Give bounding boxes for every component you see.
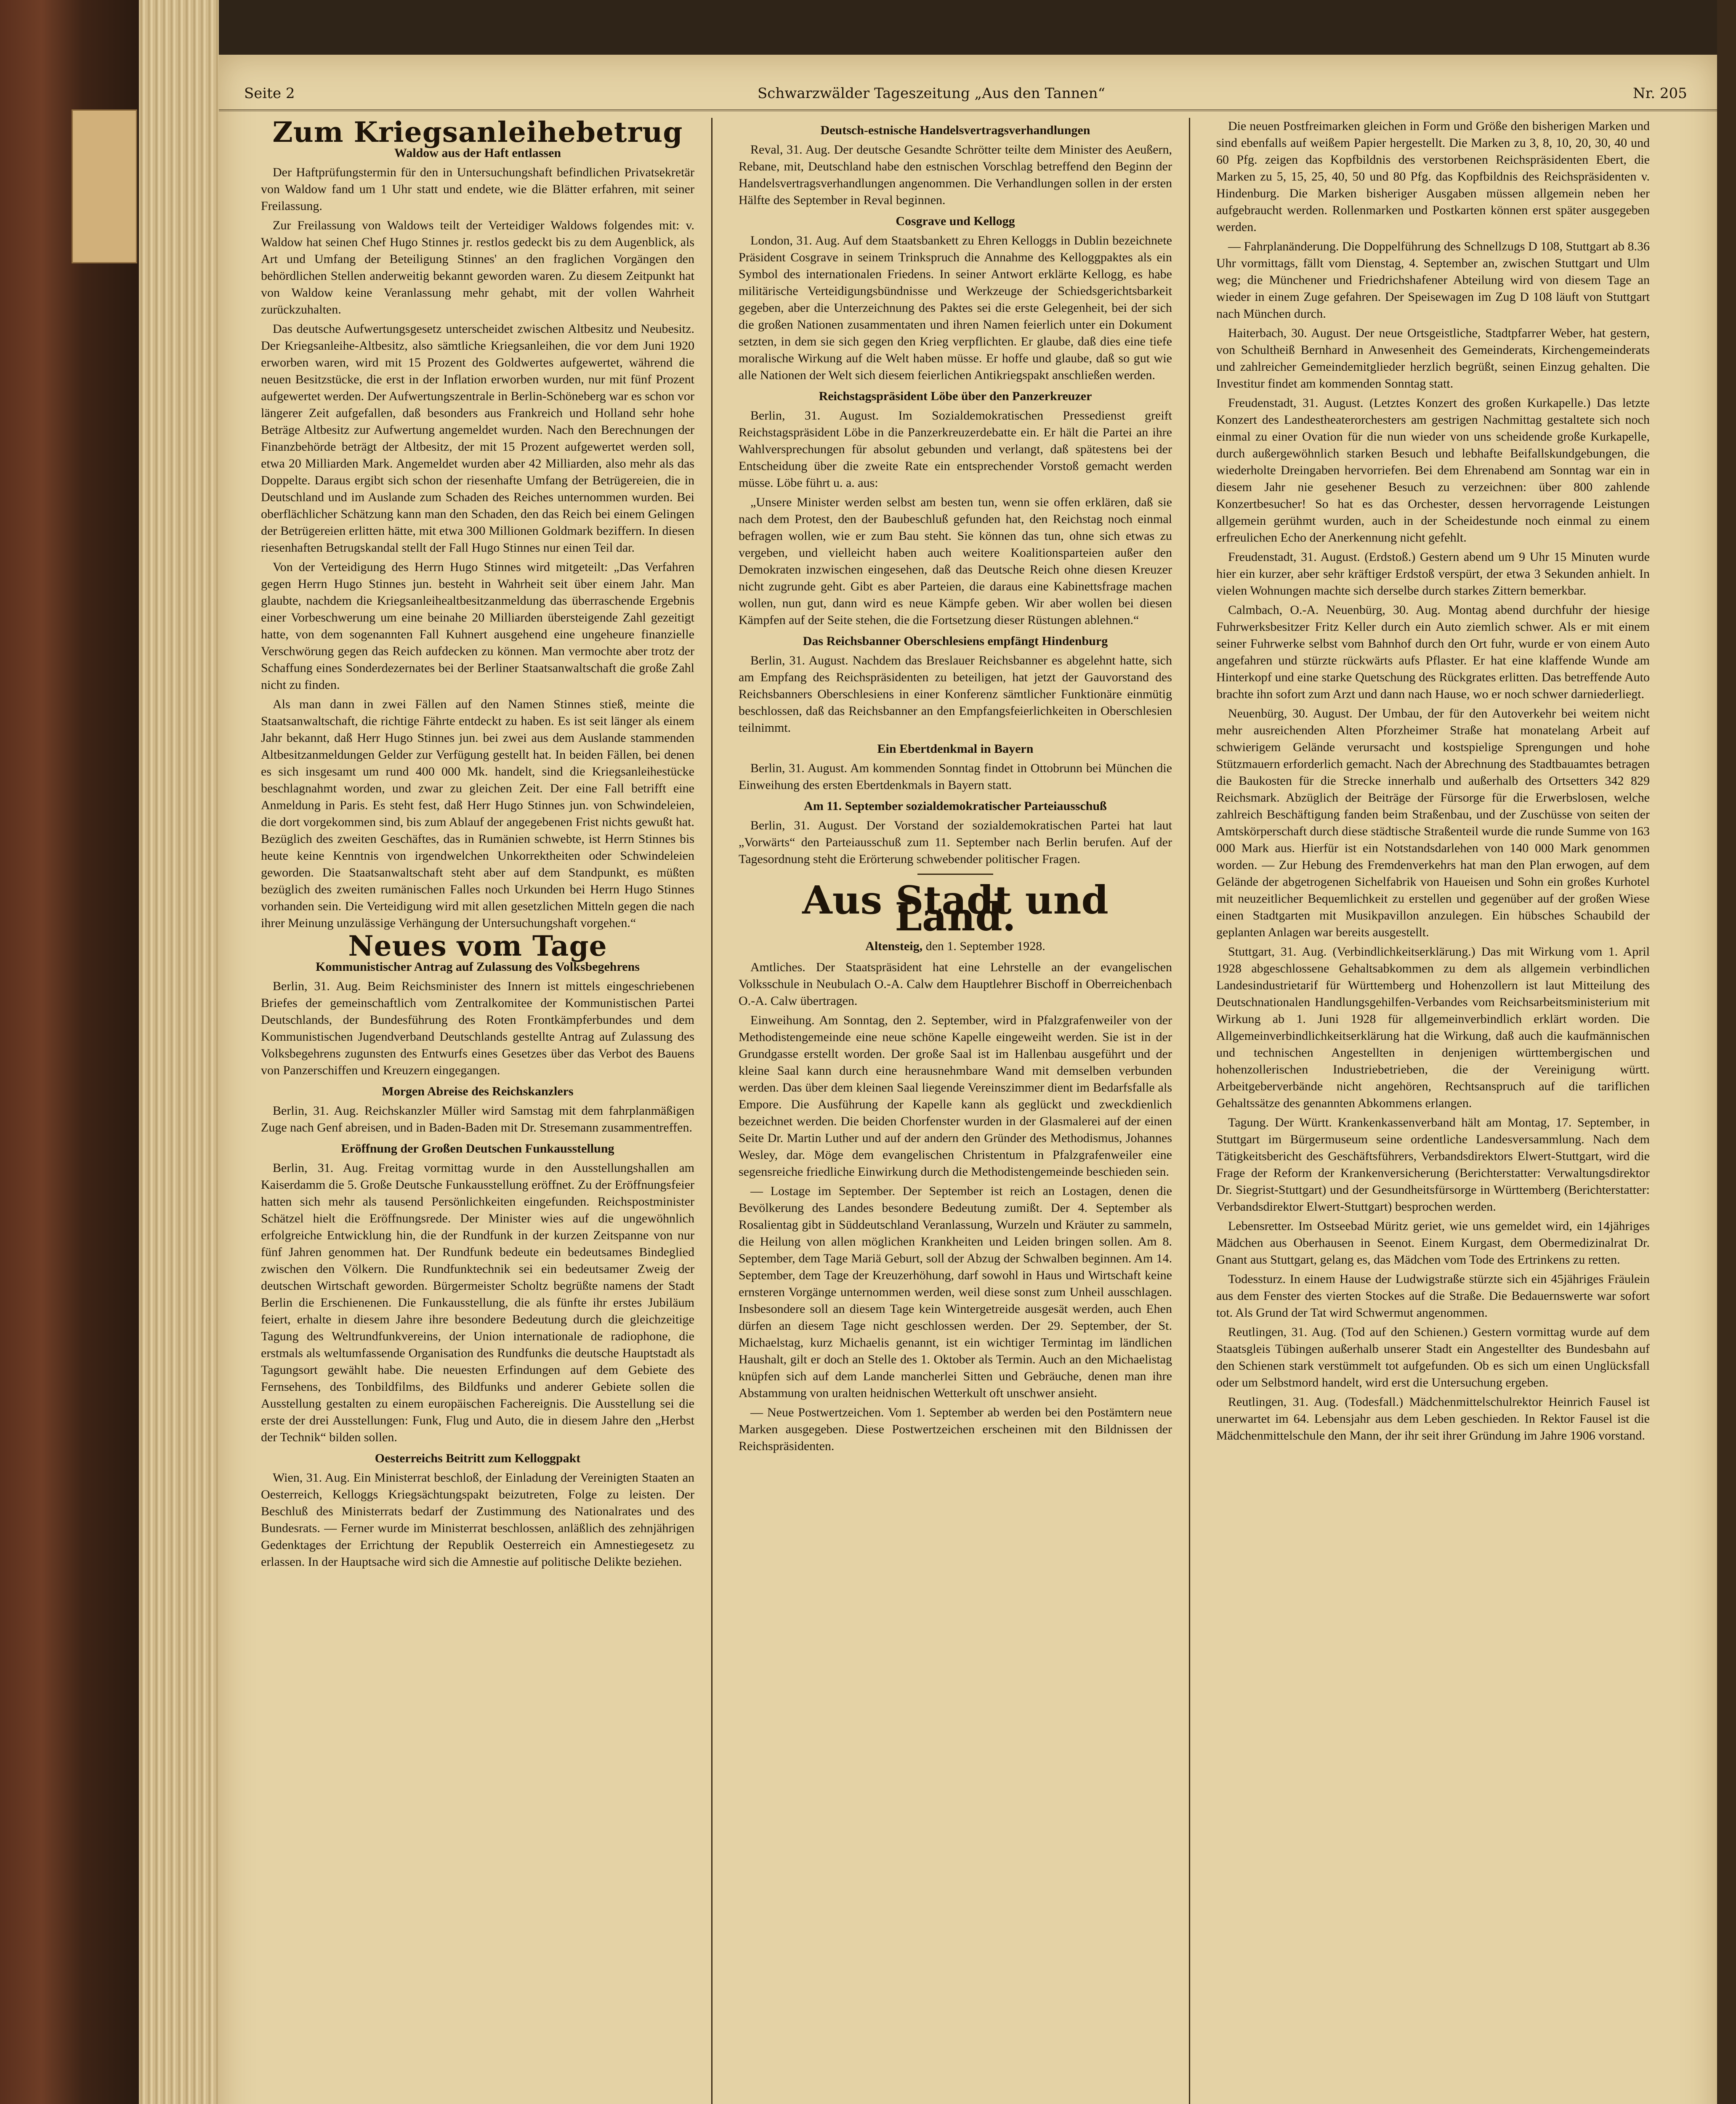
article-paragraph: Lebensretter. Im Ostseebad Müritz geriet, wie uns gemeldet wird, ein 14jähriges Mädchen aus Oberhausen in Seenot. Einem Kurgast, dem Obermedizinalrat Dr. Gnant aus Stuttgart, gelang es, das Mädchen vom Tode des Ertrinkens zu retten. (1216, 1219, 1650, 1267)
article-paragraph: „Unsere Minister werden selbst am besten tun, wenn sie offen erklären, daß sie nach dem Protest, den der Baubeschluß gefunden hat, den Reichstag noch einmal befragen wollen, wie er zum Bau steht. Sie können das tun, ohne sich etwas zu vergeben, und vielleicht haben auch weitere Koalitionsparteien außer den Demokraten inzwischen eingesehen, daß das Deutsche Reich ohne diesen Kreuzer nicht zugrunde geht. Gibt es aber Parteien, die daraus eine Kabinettsfrage machen wollen, nun gut, dann wird es neue Kämpfe geben. Wir aber wollen bei diesen Kämpfen auf der Seite stehen, die die Fortsetzung dieser Rüstungen ablehnen.“ (739, 495, 1172, 627)
subheadline: Waldow aus der Haft entlassen (394, 146, 561, 160)
article-paragraph: Calmbach, O.-A. Neuenbürg, 30. Aug. Montag abend durchfuhr der hiesige Fuhrwerksbesitzer Fritz Keller durch ein Auto ziemlich schwer. Als er mit einem seiner Fuhrwerke selbst vom Bahnhof durch den Ort fuhr, wurde er von einem Auto angefahren und stürzte rückwärts aufs Pflaster. Er hat eine klaffende Wunde am Hinterkopf und eine starke Quetschung des Rückgrates erlitten. Das betreffende Auto brachte ihn sofort zum Arzt und dann nach Hause, wo er noch schwer darniederliegt. (1216, 603, 1650, 701)
subheadline: Eröffnung der Großen Deutschen Funkausstellung (341, 1142, 614, 1156)
page-header (219, 80, 1717, 111)
subheadline: Kommunistischer Antrag auf Zulassung des Volksbegehrens (316, 960, 640, 974)
article-paragraph: Als man dann in zwei Fällen auf den Namen Stinnes stieß, meinte die Staatsanwaltschaft, die richtige Fährte entdeckt zu haben. Es ist seit länger als einem Jahr bekannt, daß Herr Hugo Stinnes jun. bei zwei aus dem Auslande stammenden Altbesitzanmeldungen Gelder zur Verfügung gestellt hat. In beiden Fällen, bei denen es sich insgesamt um rund 400 000 Mk. handelt, sind die Kriegsanleihestücke beschlagnahmt worden, und zwar zu gleichen Zeit. Der eine Fall betrifft eine Anmeldung in Paris. Es steht fest, daß Herr Hugo Stinnes jun. von Schwindeleien, die dort vorgekommen sind, bis zum Ablauf der angegebenen Frist nichts gewußt hat. Bezüglich des zweiten Geschäftes, das in Rumänien schwebte, ist Herrn Stinnes bis heute keine Kenntnis von irgendwelchen Unkorrektheiten oder Schwindeleien geworden. Die Staatsanwaltschaft steht aber auf dem Standpunkt, es müßten bezüglich des zweiten rumänischen Falles noch Urkunden bei Herrn Hugo Stinnes vorhanden sein. Die Verteidigung wird mit allen gesetzlichen Mitteln gegen die nach ihrer Meinung unzulässige Verhängung der Untersuchungshaft vorgehen.“ (261, 697, 694, 930)
binding-label-tab (72, 109, 137, 263)
dateline (739, 938, 1172, 955)
article-paragraph: Berlin, 31. August. Am kommenden Sonntag findet in Ottobrunn bei München die Einweihung des ersten Ebertdenkmals in Bayern statt. (739, 761, 1172, 792)
article-paragraph: Berlin, 31. Aug. Freitag vormittag wurde in den Ausstellungshallen am Kaiserdamm die 5. Große Deutsche Funkausstellung eröffnet. Zu der Eröffnungsfeier hatten sich mehr als tausend Persönlichkeiten eingefunden. Reichspostminister Schätzel hielt die Eröffnungsrede. Der Minister wies auf die ungewöhnlich erfolgreiche Entwicklung hin, die der Rundfunk in der kurzen Zeitspanne von nur fünf Jahren genommen hat. Der Rundfunk bedeute ein bedeutsames Bindeglied zwischen den Völkern. Die Rundfunktechnik sei ein bedeutsamer Zweig der deutschen Wirtschaft geworden. Bürgermeister Scholtz begrüßte namens der Stadt Berlin die Erschienenen. Die Funkausstellung, die als fünfte ihr erstes Jubiläum feiert, erhalte in diesem Jahre ihre besondere Bedeutung durch die gleichzeitige Tagung des Weltrundfunkvereins, der Union internationale de radiophone, die erstmals als weltumfassende Organisation des Rundfunks die deutsche Hauptstadt als Tagungsort gewählt habe. Die neuesten Erfindungen auf dem Gebiete des Fernsehens, des Tonbildfilms, des Bildfunks und anderer Gebiete sollen die Ausstellung gestalten zu einem europäischen Fachereignis. Die Ausstellung sei die erste der drei Ausstellungen: Funk, Flug und Auto, die in diesem Jahre den „Herbst der Technik“ bilden sollen. (261, 1161, 694, 1444)
article-paragraph: Das deutsche Aufwertungsgesetz unterscheidet zwischen Altbesitz und Neubesitz. Der Kriegsanleihe-Altbesitz, also sämtliche Kriegsanleihen, die vor dem Juni 1920 erworben waren, wird mit 15 Prozent des Goldwertes aufgewertet, während die neuen Besitzstücke, die erst in der Inflation erworben wurden, nur mit fünf Prozent aufgewertet werden. Der Aufwertungszentrale in Berlin-Schöneberg war es schon vor längerer Zeit aufgefallen, daß besonders aus Frankreich und Holland sehr hohe Beträge Altbesitz zur Aufwertung angemeldet wurden. Nach den Berechnungen der Finanzbehörde beträgt der Altbesitz, der mit 15 Prozent aufgewertet werden soll, etwa 20 Milliarden Mark. Angemeldet wurden aber 42 Milliarden, also mehr als das Doppelte. Daraus ergibt sich schon der riesenhafte Umfang der Betrügereien, die in Deutschland und im Auslande zum Schaden des Reiches unternommen wurden. Bei oberflächlicher Schätzung kann man den Schaden, den das Reich bei einem Gelingen der Betrügereien erlitten hätte, mit etwa 300 Millionen Goldmark beziffern. In diesen riesenhaften Betrugskandal stellt der Fall Hugo Stinnes nur einen Teil dar. (261, 322, 694, 555)
article-paragraph: Zur Freilassung von Waldows teilt der Verteidiger Waldows folgendes mit: v. Waldow hat seinen Chef Hugo Stinnes jr. restlos gedeckt bis zu dem Augenblick, als Art und Umfang der Beteiligung Stinnes' an den fraglichen Vorgängen den behördlichen Stellen anderweitig bekannt geworden waren. Zu diesem Zeitpunkt hat von Waldow keine Veranlassung mehr gehabt, mit der vollen Wahrheit zurückzuhalten. (261, 218, 694, 316)
article-paragraph: Amtliches. Der Staatspräsident hat eine Lehrstelle an der evangelischen Volksschule in Neubulach O.-A. Calw dem Hauptlehrer Bischoff in Oberreichenbach O.-A. Calw übertragen. (739, 960, 1172, 1008)
article-paragraph: Berlin, 31. August. Nachdem das Breslauer Reichsbanner es abgelehnt hatte, sich am Empfang des Reichspräsidenten zu beteiligen, hat jetzt der Gauvorstand des Reichsbanners Oberschlesiens in einer Konferenz sämtlicher Funktionäre einmütig beschlossen, daß das Reichsbanner an den Empfangsfeierlichkeiten in Oberschlesien teilnimmt. (739, 654, 1172, 735)
subheadline: Deutsch-estnische Handelsvertragsverhandlungen (820, 123, 1090, 137)
article-paragraph: Freudenstadt, 31. August. (Erdstoß.) Gestern abend um 9 Uhr 15 Minuten wurde hier ein kurzer, aber sehr kräftiger Erdstoß verspürt, der etwa 3 Sekunden anhielt. In vielen Wohnungen machte sich derselbe durch starkes Zittern bemerkbar. (1216, 550, 1650, 598)
book-binding (0, 0, 139, 2104)
page-stack-edge (139, 0, 219, 2104)
article-paragraph: — Lostage im September. Der September ist reich an Lostagen, denen die Bevölkerung des Landes besondere Bedeutung zumißt. Der 4. September als Rosalientag gibt in Süddeutschland Veranlassung, Wurzeln und Kräuter zu sammeln, die Heilung von allen möglichen Krankheiten und Leiden bringen sollen. Am 8. September, dem Tage Mariä Geburt, soll der Abzug der Schwalben beginnen. Am 14. September, dem Tage der Kreuzerhöhung, darf sowohl in Haus und Wirtschaft keine ernsteren Vorgänge unternommen werden, weil diese sonst zum Unheil ausschlagen. Insbesondere soll an diesem Tage kein Wintergetreide ausgesät werden, auch Ehen dürfen an diesem Tage nicht geschlossen werden. Der 29. September, der St. Michaelstag, kurz Michaelis genannt, ist ein wichtiger Termintag im ländlichen Haushalt, gilt er doch an Stelle des 1. Oktober als Termin. Auch an den Michaelistag knüpfen sich auf dem Lande mancherlei Sitten und Gebräuche, denen man ihre Abstammung von uralten heidnischen Wetterkult oft unschwer ansieht. (739, 1184, 1172, 1400)
subheadline: Am 11. September sozialdemokratischer Parteiausschuß (804, 799, 1107, 813)
column-rule (711, 118, 712, 2104)
article-paragraph: Von der Verteidigung des Herrn Hugo Stinnes wird mitgeteilt: „Das Verfahren gegen Herrn Hugo Stinnes jun. besteht in Wahrheit seit über einem Jahr. Man glaubte, nachdem die Kriegsanleihealtbesitzanmeldung das überraschende Ergebnis einer Vorbeschwerung um eine beinahe 20 Milliarden übersteigende Zahl gezeitigt hatte, von dem sogenannten Fall Kuhnert ausgehend eine ungeheure finanzielle Verschwörung gegen das Reich aufdecken zu können. Man vermochte aber trotz der Schaffung eines Sonderdezernates bei der Berliner Staatsanwaltschaft die große Zahl nicht zu finden. (261, 560, 694, 692)
issue-number: Nr. 205 (1633, 85, 1687, 102)
right-page-edge (1717, 0, 1736, 2104)
dateline-date: den 1. September 1928. (925, 939, 1045, 953)
article-paragraph: Reutlingen, 31. Aug. (Tod auf den Schienen.) Gestern vormittag wurde auf dem Staatsgleis Tübingen außerhalb unserer Stadt ein Angestellter des Bundesbahn auf den Schienen stark verstümmelt tot aufgefunden. Ob es sich um einen Unglücksfall oder um Selbstmord handelt, wird erst die Untersuchung ergeben. (1216, 1325, 1650, 1389)
column-2 (739, 118, 1172, 2104)
article-paragraph: Berlin, 31. Aug. Reichskanzler Müller wird Samstag mit dem fahrplanmäßigen Zuge nach Genf abreisen, und in Baden-Baden mit Dr. Stresemann zusammentreffen. (261, 1104, 694, 1134)
subheadline: Oesterreichs Beitritt zum Kelloggpakt (375, 1451, 581, 1465)
article-paragraph: Der Haftprüfungstermin für den in Untersuchungshaft befindlichen Privatsekretär von Waldow fand um 1 Uhr statt und endete, wie die Blätter erfahren, mit seiner Freilassung. (261, 165, 694, 213)
section-aus-stadt-und-land: Aus Stadt und Land. (802, 877, 1109, 940)
section-neues-vom-tage: Neues vom Tage (348, 930, 607, 962)
page-number: Seite 2 (244, 85, 295, 102)
article-paragraph: Die neuen Postfreimarken gleichen in Form und Größe den bisherigen Marken und sind ebenfalls auf weißem Papier hergestellt. Die Marken zu 3, 8, 10, 20, 30, 40 und 60 Pfg. zeigen das Kopfbildnis des verstorbenen Reichspräsidenten Ebert, die Marken zu 5, 15, 25, 40, 50 und 80 Pfg. das Kopfbildnis des Reichspräsidenten v. Hindenburg. Die Marken bisheriger Ausgaben müssen allgemein neben her aufgebraucht werden. Rollenmarken und Postkarten können erst später ausgegeben werden. (1216, 119, 1650, 234)
subheadline: Morgen Abreise des Reichskanzlers (382, 1084, 574, 1098)
divider (917, 874, 993, 875)
article-paragraph: Wien, 31. Aug. Ein Ministerrat beschloß, der Einladung der Vereinigten Staaten an Oesterreich, Kelloggs Kriegsächtungspakt beizutreten, Folge zu leisten. Der Beschluß des Ministerrats bedarf der Zustimmung des Nationalrates und des Bundesrats. — Ferner wurde im Ministerrat beschlossen, anläßlich des zehnjährigen Gedenktages der Errichtung der Republik Oesterreich ein Amnestiegesetz zu erlassen. In der Hauptsache wird sich die Amnestie auf politische Delikte beziehen. (261, 1471, 694, 1569)
article-paragraph: Einweihung. Am Sonntag, den 2. September, wird in Pfalzgrafenweiler von der Methodistengemeinde eine neue schöne Kapelle eingeweiht werden. Sie ist in der Grundgasse erstellt worden. Der große Saal ist im Hallenbau ausgeführt und der kleine Saal kann durch eine herausnehmbare Wand mit demselben verbunden werden. Das über dem kleinen Saal liegende Vereinszimmer dient im Bedarfsfalle als Empore. Die Ausführung der Kapelle kann als geglückt und zweckdienlich bezeichnet werden. Die beiden Chorfenster wurden in der Glasmalerei auf der einen Seite Dr. Martin Luther und auf der andern den Gründer des Methodismus, Johannes Wesley, dar. Möge dem evangelischen Christentum in Pfalzgrafenweiler eine segensreiche friedliche Einwirkung durch die Methodistengemeinde beschieden sein. (739, 1013, 1172, 1179)
article-paragraph: Haiterbach, 30. August. Der neue Ortsgeistliche, Stadtpfarrer Weber, hat gestern, von Schultheiß Bernhard in Anwesenheit des Gemeinderats, Kirchengemeinderats und zahlreicher Gemeindemitglieder herzlich begrüßt, seinen Einzug gehalten. Die Investitur findet am kommenden Sonntag statt. (1216, 326, 1650, 391)
headline-kriegsanleihebetrug: Zum Kriegsanleihebetrug (272, 118, 683, 149)
subheadline: Reichstagspräsident Löbe über den Panzerkreuzer (819, 389, 1092, 403)
article-paragraph: Berlin, 31. August. Im Sozialdemokratischen Pressedienst greift Reichstagspräsident Löbe in die Panzerkreuzerdebatte ein. Er hält die Partei an ihre Wahlversprechungen für absolut gebunden und verlangt, daß spätestens bei der Entscheidung über die zweite Rate ein entsprechender Vorstoß gemacht werden müsse. Löbe führt u. a. aus: (739, 409, 1172, 490)
article-paragraph: Freudenstadt, 31. August. (Letztes Konzert des großen Kurkapelle.) Das letzte Konzert des Landestheaterorchesters am gestrigen Nachmittag gestaltete sich noch einmal zu einer Ovation für die nun wieder von uns scheidende große Kurkapelle, durch außergewöhnlich starken Besuch und lebhafte Beifallskundgebungen, die wiederholte Dreingaben hervorriefen. Bei dem Ehrenabend am Sonntag war ein in diesem Jahr nie gesehener Besuch zu verzeichnen: über 800 zahlende Konzertbesucher! So hat es das Orchester, dessen hervorragende Leistungen allgemein gerühmt wurden, auch in der Scheidestunde noch einmal zu einem erfreulichen Echo der Anerkennung nicht gefehlt. (1216, 396, 1650, 545)
article-paragraph: Reval, 31. Aug. Der deutsche Gesandte Schrötter teilte dem Minister des Aeußern, Rebane, mit, Deutschland habe den estnischen Vorschlag betreffend den Beginn der Handelsvertragsverhandlungen angenommen. Die Verhandlungen sollen in der ersten Hälfte des September in Reval beginnen. (739, 143, 1172, 207)
article-paragraph: — Neue Postwertzeichen. Vom 1. September ab werden bei den Postämtern neue Marken ausgegeben. Diese Postwertzeichen erscheinen mit den Bildnissen der Reichspräsidenten. (739, 1405, 1172, 1453)
column-1 (261, 118, 694, 2104)
article-paragraph: London, 31. Aug. Auf dem Staatsbankett zu Ehren Kelloggs in Dublin bezeichnete Präsident Cosgrave in seinem Trinkspruch die Annahme des Kelloggpaktes als ein Symbol des internationalen Friedens. In seiner Antwort erklärte Kellogg, es habe militärische Verteidigungsbündnisse und Werkzeuge der Schiedsgerichtsbarkeit gegeben, aber die Unterzeichnung des Paktes sei die erste Gelegenheit, bei der sich die großen Nationen zusammentaten und ihren Namen feierlich unter ein Dokument setzten, in dem sie sich gegen den Krieg verpflichten. Er glaube, daß dies eine tiefe moralische Wirkung auf die Welt haben müsse. Er hoffe und glaube, daß so gut wie alle Nationen der Welt sich diesem feierlichen Antikriegspakt anschließen werden. (739, 234, 1172, 382)
subheadline: Das Reichsbanner Oberschlesiens empfängt Hindenburg (803, 634, 1108, 648)
subheadline: Cosgrave und Kellogg (896, 214, 1015, 228)
column-3 (1216, 118, 1650, 2104)
article-paragraph: Berlin, 31. Aug. Beim Reichsminister des Innern ist mittels eingeschriebenen Briefes der gemeinschaftlich vom Zentralkomitee der Kommunistischen Partei Deutschlands, der Bundesführung des Roten Frontkämpferbundes und dem Kommunistischen Jugendverband Deutschlands gestellte Antrag auf Zulassung des Volksbegehrens zugunsten des Entwurfs eines Gesetzes über das Verbot des Bauens von Panzerschiffen und Kreuzern eingegangen. (261, 979, 694, 1077)
article-paragraph: — Fahrplanänderung. Die Doppelführung des Schnellzugs D 108, Stuttgart ab 8.36 Uhr vormittags, fällt vom Dienstag, 4. September an, zwischen Stuttgart und Ulm weg; die Münchener und Friedrichshafener Abteilung wird von diesem Tage an wieder in einem Zuge gefahren. Der Speisewagen im Zug D 108 läuft von Stuttgart nach München durch. (1216, 239, 1650, 321)
column-rule (1189, 118, 1190, 2104)
article-paragraph: Neuenbürg, 30. August. Der Umbau, der für den Autoverkehr bei weitem nicht mehr ausreichenden Alten Pforzheimer Straße hat monatelang Arbeit auf schwierigem Gelände verursacht und kostspielige Sprengungen und hohe Stützmauern erforderlich gemacht. Nach der Abrechnung des Stadtbauamtes betragen die Baukosten für die Strecke innerhalb und außerhalb des Ortsetters 342 829 Reichsmark. Abzüglich der Beiträge der Fürsorge für die Erwerbslosen, welche zahlreich Beschäftigung fanden beim Straßenbau, und der Zuschüsse von seiten der Amtskörperschaft durch diese städtische Straßenteil wurde die runde Summe von 163 000 Mark aus. Hierfür ist ein Notstandsdarlehen von 140 000 Mark genommen worden. — Zur Hebung des Fremdenverkehrs hat man den Plan erwogen, auf dem Gelände der abgetrogenen Sichelfabrik von Haueisen und Sohn ein großes Kurhotel mit neuzeitlicher Bequemlichkeit zu erstellen und gegenüber auf der großen Wiese einen Stadtgarten mit Musikpavillon anzulegen. Ein hübsches Schaubild der geplanten Anlagen war bereits ausgestellt. (1216, 707, 1650, 939)
dateline-place: Altensteig, (865, 939, 923, 953)
newspaper-page (219, 55, 1717, 2104)
article-paragraph: Berlin, 31. August. Der Vorstand der sozialdemokratischen Partei hat laut „Vorwärts“ den Parteiausschuß zum 11. September nach Berlin berufen. Auf der Tagesordnung steht die Erörterung schwebender politischer Fragen. (739, 818, 1172, 866)
article-paragraph: Reutlingen, 31. Aug. (Todesfall.) Mädchenmittelschulrektor Heinrich Fausel ist unerwartet im 64. Lebensjahr aus dem Leben geschieden. In Rektor Fausel ist die Mädchenmittelschule den Mann, der ihr seit ihrer Gründung im Jahre 1906 vorstand. (1216, 1395, 1650, 1443)
article-paragraph: Tagung. Der Württ. Krankenkassenverband hält am Montag, 17. September, in Stuttgart im Bürgermuseum seine ordentliche Landesversammlung. Nach dem Tätigkeitsbericht des Geschäftsführers, Verbandsdirektors Elwert-Stuttgart, wird die Frage der Reform der Krankenversicherung (Berichterstatter: Verwaltungsdirektor Dr. Siegrist-Stuttgart) und der Gesundheitsfürsorge in Württemberg (Berichterstatter: Verbandsdirektor Elwert-Stuttgart) besprochen werden. (1216, 1116, 1650, 1214)
article-paragraph: Todessturz. In einem Hause der Ludwigstraße stürzte sich ein 45jähriges Fräulein aus dem Fenster des vierten Stockes auf die Straße. Die Bedauernswerte war sofort tot. Als Grund der Tat wird Schwermut angenommen. (1216, 1272, 1650, 1320)
article-paragraph: Stuttgart, 31. Aug. (Verbindlichkeitserklärung.) Das mit Wirkung vom 1. April 1928 abgeschlossene Gehaltsabkommen zu dem als allgemein verbindlichen Landesindustrietarif für Württemberg und Hohenzollern ist laut Mitteilung des Deutschnationalen Handlungsgehilfen-Verbandes vom Reichsarbeitsministerium mit Wirkung ab 1. Juni 1928 für allgemeinverbindlich erklärt worden. Die Allgemeinverbindlichkeitserklärung hat die Wirkung, daß auch die kaufmännischen und technischen Angestellten in denjenigen württembergischen und hohenzollerischen Industriebetrieben, die der Vereinigung württ. Arbeitgeberverbände nicht angehören, Rechtsanspruch auf die tariflichen Gehaltssätze des genannten Abkommens erlangen. (1216, 945, 1650, 1110)
masthead: Schwarzwälder Tageszeitung „Aus den Tannen“ (758, 85, 1105, 102)
subheadline: Ein Ebertdenkmal in Bayern (877, 742, 1034, 756)
